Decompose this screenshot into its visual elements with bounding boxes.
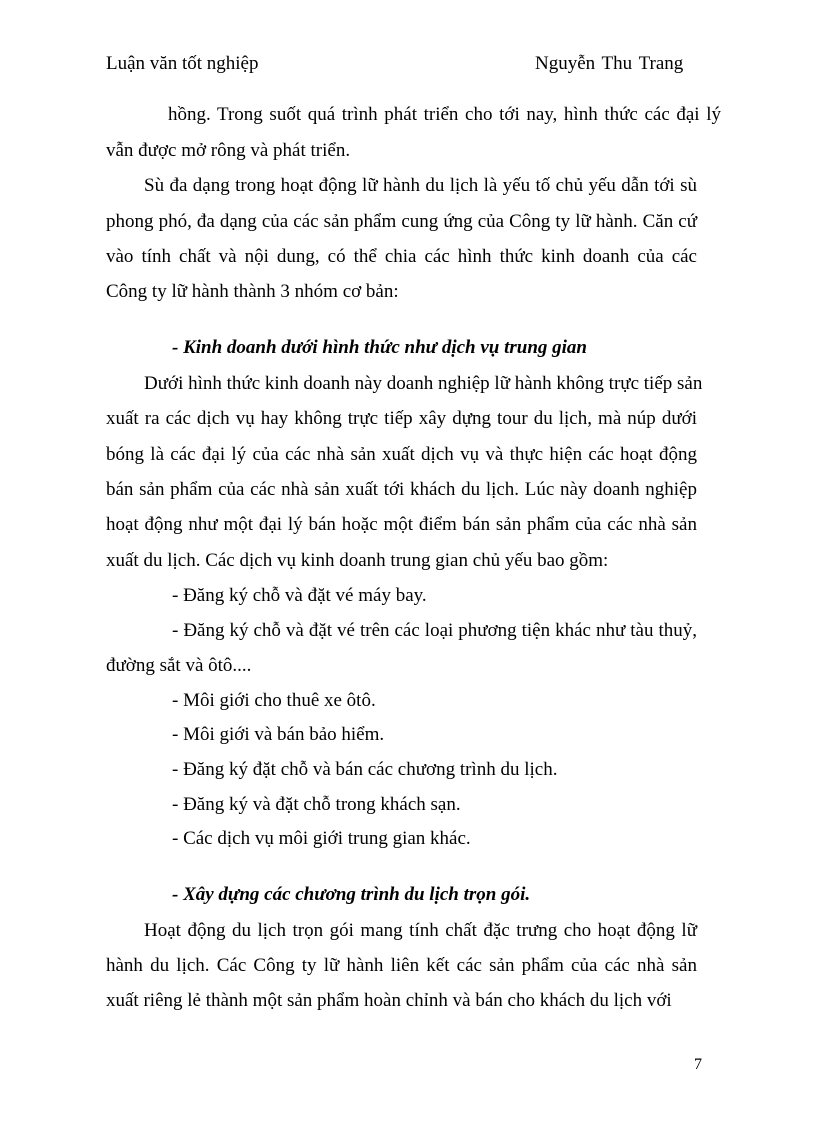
paragraph-line: xuất riêng lẻ thành một sản phẩm hoàn chỉnh và bán cho khách du lịch với: [106, 990, 672, 1011]
section-heading: - Kinh doanh dưới hình thức như dịch vụ trung gian: [172, 337, 587, 358]
list-item: - Đăng ký chỗ và đặt vé máy bay.: [172, 585, 427, 606]
paragraph-line: phong phó, đa dạng của các sản phẩm cung ứng của Công ty lữ hành. Căn cứ: [106, 211, 697, 232]
paragraph-line: Dưới hình thức kinh doanh này doanh nghiệp lữ hành không trực tiếp sản: [144, 373, 703, 394]
paragraph-line: xuất du lịch. Các dịch vụ kinh doanh trung gian chủ yếu bao gồm:: [106, 550, 609, 571]
paragraph-line: Sù đa dạng trong hoạt động lữ hành du lịch là yếu tố chủ yếu dẫn tới sù: [144, 175, 697, 196]
page-number: 7: [694, 1056, 702, 1073]
paragraph-line: xuất ra các dịch vụ hay không trực tiếp xây dựng tour du lịch, mà núp dưới: [106, 408, 697, 429]
section-heading: - Xây dựng các chương trình du lịch trọn gói.: [172, 884, 531, 905]
list-item: - Môi giới và bán bảo hiểm.: [172, 724, 385, 745]
list-item: - Đăng ký đặt chỗ và bán các chương trình du lịch.: [172, 759, 558, 780]
list-item: - Đăng ký chỗ và đặt vé trên các loại phương tiện khác như tàu thuỷ,: [172, 620, 697, 641]
paragraph-line: Công ty lữ hành thành 3 nhóm cơ bản:: [106, 281, 399, 302]
paragraph-line: hồng. Trong suốt quá trình phát triển cho tới nay, hình thức các đại lý: [168, 104, 721, 125]
list-item: - Các dịch vụ môi giới trung gian khác.: [172, 828, 471, 849]
header-thesis-title: Luận văn tốt nghiệp: [106, 53, 259, 74]
paragraph-line: Hoạt động du lịch trọn gói mang tính chất đặc trưng cho hoạt động lữ: [144, 920, 697, 941]
paragraph-line: bóng là các đại lý của các nhà sản xuất dịch vụ và thực hiện các hoạt động: [106, 444, 697, 465]
paragraph-line: vẫn được mở rông và phát triển.: [106, 140, 351, 161]
paragraph-line: vào tính chất và nội dung, có thể chia các hình thức kinh doanh của các: [106, 246, 697, 267]
paragraph-line: bán sản phẩm của các nhà sản xuất tới khách du lịch. Lúc này doanh nghiệp: [106, 479, 697, 500]
list-item: - Môi giới cho thuê xe ôtô.: [172, 690, 376, 711]
header-author-name: Nguyễn Thu Trang: [535, 53, 684, 74]
list-item: - Đăng ký và đặt chỗ trong khách sạn.: [172, 794, 461, 815]
list-item-continuation: đường sắt và ôtô....: [106, 655, 252, 676]
paragraph-line: hoạt động như một đại lý bán hoặc một điểm bán sản phẩm của các nhà sản: [106, 514, 697, 535]
paragraph-line: hành du lịch. Các Công ty lữ hành liên kết các sản phẩm của các nhà sản: [106, 955, 697, 976]
